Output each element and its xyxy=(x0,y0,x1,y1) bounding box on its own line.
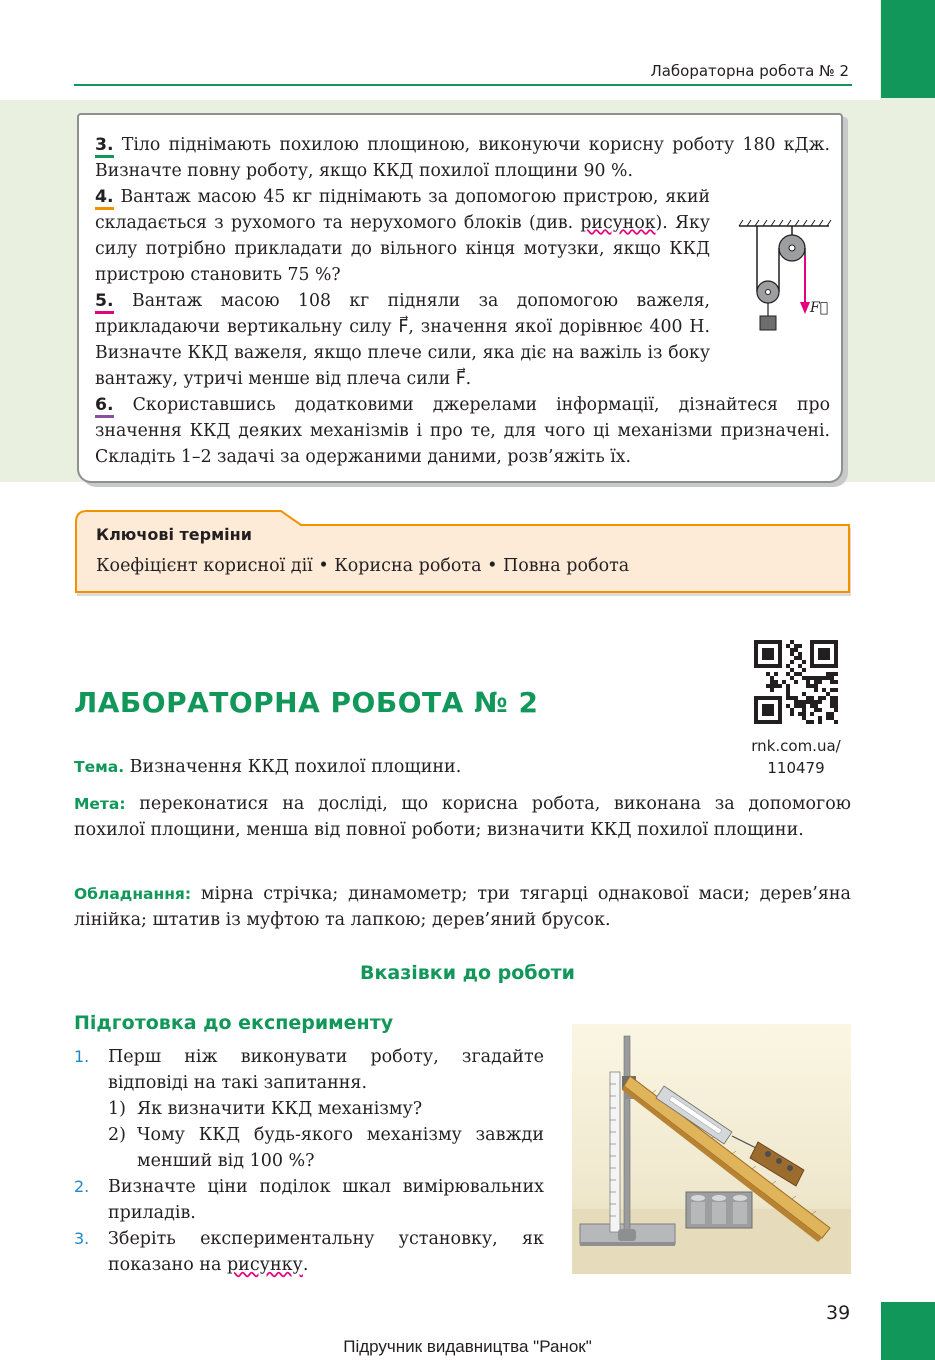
task-text: ). Яку силу потрібно прикладати до вільного кінця мотузки, якщо ККД пристрою становить 75 %? xyxy=(95,213,710,285)
header-rule xyxy=(74,84,852,86)
sub-item-number: 1) xyxy=(108,1099,126,1119)
figure-link[interactable]: рисунку xyxy=(226,1255,303,1275)
task-5 xyxy=(95,288,710,392)
list-item xyxy=(74,1226,544,1278)
qr-url[interactable]: rnk.com.ua/ xyxy=(751,737,841,755)
task-text: Тіло піднімають похилою площиною, виконуючи корисну роботу 180 кДж. Визначте повну роботу, якщо ККД похилої площини 90 %. xyxy=(95,135,830,181)
task-text: Вантаж масою 108 кг підняли за допомогою важеля, прикладаючи вертикальну силу F⃗, значення якої дорівнює 400 Н. Визначте ККД важеля, якщо плече сили, яка діє на важіль із боку вантажу, утричі менше від плеча сили F⃗. xyxy=(95,291,710,389)
qr-code[interactable] xyxy=(754,640,838,724)
preparation-list xyxy=(74,1044,544,1278)
item-text-part: Зберіть експериментальну установку, як показано на xyxy=(108,1229,544,1275)
task-list xyxy=(95,132,830,470)
footer-publisher: Підручник видавництва "Ранок" xyxy=(343,1337,592,1356)
task-text: Скориставшись додатковими джерелами інформації, дізнайтеся про значення ККД деяких механізмів і про те, для чого ці механізми призначені. Складіть 1–2 задачі за одержаними даними, розв’яжіть їх. xyxy=(95,395,830,467)
sub-item-number: 2) xyxy=(108,1125,126,1145)
topic-label: Тема. xyxy=(74,758,125,776)
task-number: 4. xyxy=(95,187,114,210)
task-3 xyxy=(95,132,830,184)
equipment-label: Обладнання: xyxy=(74,885,192,903)
inclined-plane-photo xyxy=(572,1024,851,1274)
page-number: 39 xyxy=(826,1302,851,1324)
green-edge-tab xyxy=(881,0,935,98)
pulley-figure xyxy=(737,220,837,340)
goal-text: переконатися на досліді, що корисна робота, виконана за допомогою похилої площини, менша від повної роботи; визначити ККД похилої площини. xyxy=(74,794,851,840)
qr-code-number: 110479 xyxy=(767,759,825,777)
goal-label: Мета: xyxy=(74,795,126,813)
topic-text: Визначення ККД похилої площини. xyxy=(124,757,462,777)
task-4 xyxy=(95,184,710,288)
lab-title: ЛАБОРАТОРНА РОБОТА № 2 xyxy=(74,686,539,719)
instructions-heading: Вказівки до роботи xyxy=(360,962,575,984)
force-label: F⃗ xyxy=(810,300,829,316)
lab-goal xyxy=(74,791,851,843)
list-item xyxy=(74,1174,544,1226)
item-number: 3. xyxy=(74,1229,90,1248)
key-terms-text: Коефіцієнт корисної дії • Корисна робота • Повна робота xyxy=(96,556,630,576)
task-number: 5. xyxy=(95,291,114,314)
item-number: 1. xyxy=(74,1047,90,1066)
lab-topic xyxy=(74,754,851,780)
sub-item xyxy=(74,1096,544,1122)
list-item xyxy=(74,1044,544,1096)
item-text-part: . xyxy=(302,1255,309,1275)
item-text: Перш ніж виконувати роботу, згадайте відповіді на такі запитання. xyxy=(108,1047,544,1093)
item-text xyxy=(108,1226,544,1278)
key-terms-label: Ключові терміни xyxy=(96,525,252,544)
sub-item-text: Чому ККД будь-якого механізму завжди менший від 100 %? xyxy=(137,1125,544,1171)
item-text: Визначте ціни поділок шкал вимірювальних приладів. xyxy=(108,1177,544,1223)
lab-equipment xyxy=(74,881,851,933)
sub-item-text: Як визначити ККД механізму? xyxy=(137,1099,423,1119)
figure-link[interactable]: рисунок xyxy=(580,213,656,233)
running-title: Лабораторна робота № 2 xyxy=(650,62,849,80)
key-terms-frame xyxy=(75,510,851,596)
task-number: 6. xyxy=(95,395,114,418)
preparation-heading: Підготовка до експерименту xyxy=(74,1012,394,1034)
item-number: 2. xyxy=(74,1177,90,1196)
sub-item xyxy=(74,1122,544,1174)
equipment-text: мірна стрічка; динамометр; три тягарці однакової маси; дерев’яна лінійка; штатив із муфтою та лапкою; дерев’яний брусок. xyxy=(74,884,851,930)
task-6 xyxy=(95,392,830,470)
task-text: Вантаж масою 45 кг піднімають за допомогою пристрою, який складається з рухомого та нерухомого блоків (див. xyxy=(95,187,710,233)
task-number: 3. xyxy=(95,135,114,158)
